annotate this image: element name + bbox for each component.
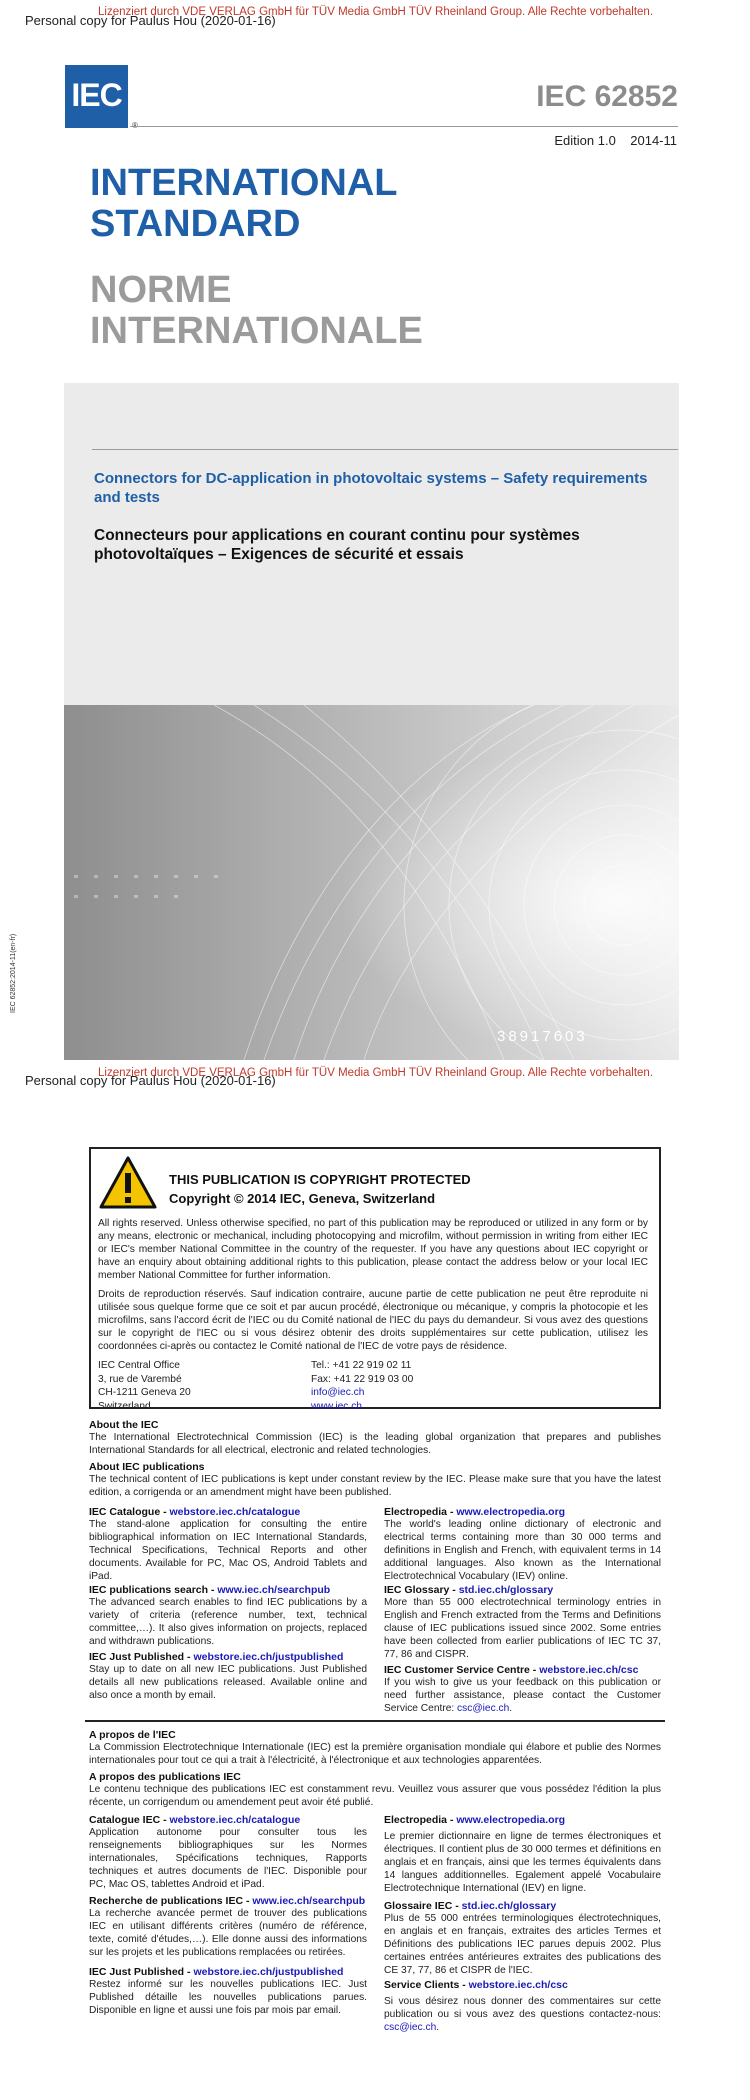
glossaire-heading: Glossaire IEC - <box>384 1900 462 1912</box>
catalogue-entry <box>89 1506 367 1583</box>
electropedia-fr-entry <box>384 1814 661 1895</box>
searchpub-link[interactable]: www.iec.ch/searchpub <box>217 1584 331 1596</box>
subtitle-english: Connectors for DC-application in photovoltaic systems – Safety requirements and tests <box>94 470 648 506</box>
side-reference: IEC 62852:2014-11(en-fr) <box>10 933 17 1013</box>
customer-service-text: If you wish to give us your feedback on this publication or need further assistance, please contact the Customer Service Centre: <box>384 1677 661 1714</box>
service-clients-end: . <box>436 2022 440 2033</box>
title-english <box>90 163 398 245</box>
just-published-link[interactable]: webstore.iec.ch/justpublished <box>193 1651 344 1663</box>
glossaire-text: Plus de 55 000 entrées terminologiques électrotechniques, en anglais et en français, extraites des articles Termes et Définitions des publications IEC parues depuis 2002. Plus certaines entrées antérieures extraites des publications des CE 37, 77, 86 et CISPR de l'IEC. <box>384 1913 661 1976</box>
electropedia-link[interactable]: www.electropedia.org <box>456 1506 566 1518</box>
address-line: CH-1211 Geneva 20 <box>98 1387 191 1398</box>
title-fr-line2: INTERNATIONALE <box>90 310 423 352</box>
edition-date: Edition 1.0 2014-11 <box>554 133 677 148</box>
about-iec-text: The International Electrotechnical Commission (IEC) is the leading global organization that prepares and publishes International Standards for all electrical, electronic and related technologies. <box>89 1432 661 1456</box>
recherche-text: La recherche avancée permet de trouver des publications IEC en utilisant différents critères (numéro de référence, texte, comité d'études,…). Elle donne aussi des informations sur les projets et les publications remplacées ou retirées. <box>89 1908 367 1958</box>
tel: Tel.: +41 22 919 02 11 <box>311 1360 412 1371</box>
just-published-fr-link[interactable]: webstore.iec.ch/justpublished <box>193 1966 344 1978</box>
service-clients-text: Si vous désirez nous donner des commentaires sur cette publication ou si vous avez des questions contactez-nous: <box>384 1996 661 2020</box>
fax: Fax: +41 22 919 03 00 <box>311 1373 414 1385</box>
warning-icon <box>98 1155 158 1210</box>
logo-text: IEC <box>71 77 122 113</box>
glossary-link[interactable]: std.iec.ch/glossary <box>458 1584 554 1596</box>
just-published-heading: IEC Just Published - <box>89 1651 194 1663</box>
csc-email-fr-link[interactable]: csc@iec.ch <box>384 2022 437 2033</box>
subtitle-french: Connecteurs pour applications en courant continu pour systèmes photovoltaïques – Exigences de sécurité et essais <box>94 527 580 563</box>
glossary-entry <box>384 1584 661 1661</box>
watermark-page2: Lizenziert durch VDE VERLAG GmbH für TÜV Media GmbH TÜV Rheinland Group. Alle Rechte vorbehalten. <box>98 1067 654 1079</box>
just-published-fr-entry <box>89 1966 367 2017</box>
subtitle-rule <box>92 449 678 450</box>
customer-service-heading: IEC Customer Service Centre - <box>384 1664 540 1676</box>
service-clients-heading: Service Clients - <box>384 1979 469 1991</box>
title-en-line1: INTERNATIONAL <box>90 162 398 204</box>
catalogue-fr-heading: Catalogue IEC - <box>89 1814 170 1826</box>
catalogue-text: The stand-alone application for consulting the entire bibliographical information on IEC International Standards, Technical Specifications, Technical Reports and other documents. Available for PC, Mac OS, Android Tablets and iPad. <box>89 1519 367 1582</box>
customer-service-entry <box>384 1664 661 1715</box>
customer-service-link[interactable]: webstore.iec.ch/csc <box>539 1664 639 1676</box>
header-rule <box>130 126 678 127</box>
title-fr-line1: NORME <box>90 269 232 311</box>
language-separator <box>85 1720 665 1722</box>
catalogue-fr-entry <box>89 1814 367 1891</box>
recherche-heading: Recherche de publications IEC - <box>89 1895 253 1907</box>
just-published-entry <box>89 1651 367 1702</box>
personal-copy-top: Personal copy for Paulus Hou (2020-01-16) <box>25 13 276 28</box>
address-line: Switzerland <box>98 1400 151 1412</box>
iec-logo <box>65 65 128 128</box>
about-publications-text: The technical content of IEC publications is kept under constant review by the IEC. Please make sure that you have the latest edition, a corrigenda or an amendment might have been published. <box>89 1474 661 1498</box>
just-published-text: Stay up to date on all new IEC publications. Just Published details all new publications released. Available online and also once a month by email. <box>89 1664 367 1701</box>
recherche-link[interactable]: www.iec.ch/searchpub <box>252 1895 366 1907</box>
catalogue-heading: IEC Catalogue - <box>89 1506 170 1518</box>
glossary-heading: IEC Glossary - <box>384 1584 459 1596</box>
customer-service-end: . <box>509 1703 513 1714</box>
apropos-iec-text: La Commission Electrotechnique Internationale (IEC) est la première organisation mondiale qui élabore et publie des Normes internationales pour tout ce qui a trait à l'électricité, à l'électronique et aux technologies apparentées. <box>89 1742 661 1766</box>
electropedia-fr-text: Le premier dictionnaire en ligne de termes électroniques et électriques. Il contient plus de 30 000 termes et définitions en anglais et en français, ainsi que les termes équivalents dans 14 langues additionnelles. Egalement appelé Vocabulaire Electrotechnique International (IEV) en ligne. <box>384 1831 661 1894</box>
email-link[interactable]: info@iec.ch <box>311 1387 365 1398</box>
just-published-fr-heading: IEC Just Published - <box>89 1966 194 1978</box>
address-line: 3, rue de Varembé <box>98 1373 182 1385</box>
copyright-text-en: All rights reserved. Unless otherwise specified, no part of this publication may be reproduced or utilized in any form or by any means, electronic or mechanical, including photocopying and microfilm, without permission in writing from either IEC or IEC's member National Committee in the country of the requester. If you have any questions about IEC copyright or have an enquiry about obtaining additional rights to this publication, please contact the address below or your local IEC member National Committee for further information. <box>98 1218 648 1281</box>
apropos-iec-heading: A propos de l'IEC <box>89 1729 176 1741</box>
cover-graphic-svg <box>64 705 679 1060</box>
watermark-top: Lizenziert durch VDE VERLAG GmbH für TÜV Media GmbH TÜV Rheinland Group. Alle Rechte vorbehalten. <box>98 6 654 18</box>
service-clients-link[interactable]: webstore.iec.ch/csc <box>468 1979 568 1991</box>
address-block <box>98 1359 191 1413</box>
contact-block <box>311 1359 413 1413</box>
standard-number: IEC 62852 <box>536 80 678 113</box>
copyright-subtitle: Copyright © 2014 IEC, Geneva, Switzerland <box>169 1191 436 1206</box>
cover-graphic <box>64 705 679 1060</box>
search-text: The advanced search enables to find IEC publications by a variety of criteria (reference number, text, technical committee,…). It also gives information on projects, replaced and withdrawn publications. <box>89 1597 367 1647</box>
website-link[interactable]: www.iec.ch <box>311 1400 362 1412</box>
apropos-publications-text: Le contenu technique des publications IEC est constamment revu. Veuillez vous assurer que vous possédez l'édition la plus récente, un corrigendum ou amendement peut avoir été publié. <box>89 1784 661 1808</box>
recherche-entry <box>89 1895 367 1959</box>
copyright-text-fr: Droits de reproduction réservés. Sauf indication contraire, aucune partie de cette publication ne peut être reproduite ni utilisée sous quelque forme que ce soit et par aucun procédé, électronique ou mécanique, y compris la photocopie et les microfilms, sans l'accord écrit de l'IEC ou du Comité national de l'IEC du pays du demandeur. Si vous avez des questions sur le copyright de l'IEC ou si vous désirez obtenir des droits supplémentaires sur cette publication, utilisez les coordonnées ci-après ou contactez le Comité national de l'IEC de votre pays de résidence. <box>98 1289 648 1352</box>
search-entry <box>89 1584 367 1648</box>
electropedia-entry <box>384 1506 661 1583</box>
electropedia-heading: Electropedia - <box>384 1506 457 1518</box>
about-iec-heading: About the IEC <box>89 1419 159 1431</box>
glossaire-entry <box>384 1900 661 1977</box>
apropos-publications-heading: A propos des publications IEC <box>89 1771 241 1783</box>
electropedia-fr-link[interactable]: www.electropedia.org <box>456 1814 566 1826</box>
glossaire-link[interactable]: std.iec.ch/glossary <box>461 1900 557 1912</box>
electropedia-fr-heading: Electropedia - <box>384 1814 457 1826</box>
search-heading: IEC publications search - <box>89 1584 218 1596</box>
glossary-text: More than 55 000 electrotechnical terminology entries in English and French extracted from the Terms and Definitions clause of IEC publications issued since 2002. Some entries have been collected from earlier publications of IEC TC 37, 77, 86 and CISPR. <box>384 1597 661 1660</box>
catalogue-link[interactable]: webstore.iec.ch/catalogue <box>169 1506 301 1518</box>
personal-copy-page2: Personal copy for Paulus Hou (2020-01-16) <box>25 1073 276 1088</box>
about-publications-heading: About IEC publications <box>89 1461 205 1473</box>
title-french <box>90 270 423 352</box>
catalogue-fr-link[interactable]: webstore.iec.ch/catalogue <box>169 1814 301 1826</box>
electropedia-text: The world's leading online dictionary of electronic and electrical terms containing more than 30 000 terms and definitions in English and French, with equivalent terms in 14 additional languages. Also known as the International Electrotechnical Vocabulary (IEV) online. <box>384 1519 661 1582</box>
just-published-fr-text: Restez informé sur les nouvelles publications IEC. Just Published détaille les nouvelles publications parues. Disponible en ligne et aussi une fois par mois par email. <box>89 1979 367 2016</box>
service-clients-entry <box>384 1979 661 2034</box>
cover-code: 38917603 <box>497 1028 588 1045</box>
address-line: IEC Central Office <box>98 1360 180 1371</box>
title-en-line2: STANDARD <box>90 203 301 245</box>
csc-email-link[interactable]: csc@iec.ch <box>457 1703 510 1714</box>
copyright-title: THIS PUBLICATION IS COPYRIGHT PROTECTED <box>169 1172 471 1187</box>
catalogue-fr-text: Application autonome pour consulter tous les renseignements bibliographiques sur les Normes internationales, Spécifications techniques, Rapports techniques et autres documents de l'IEC. Disponible pour PC, Mac OS, tablettes Android et iPad. <box>89 1827 367 1890</box>
